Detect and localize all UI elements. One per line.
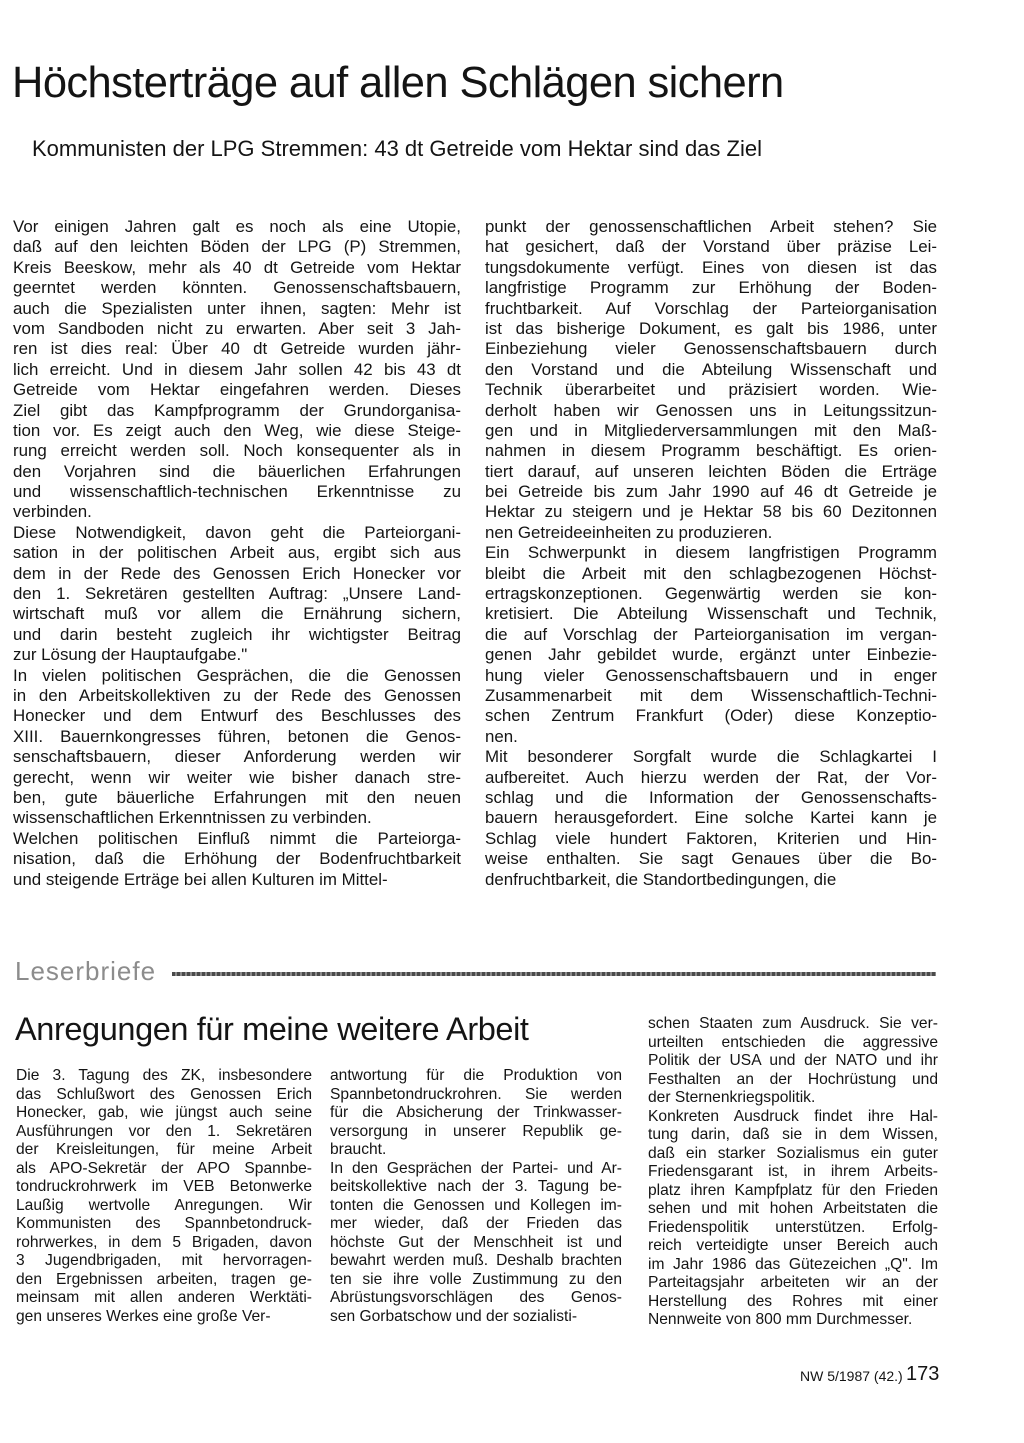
text-line: den Vorstand und die Abteilung Wissenschaft und xyxy=(485,359,937,379)
letter-column-1 xyxy=(16,1067,312,1326)
text-line: wirtschaft muß vor allem die Ernährung sichern, xyxy=(13,604,461,624)
text-line: punkt der genossenschaftlichen Arbeit stehen? Sie xyxy=(485,217,937,236)
text-line: ist das bisherige Dokument, es galt bis 1986, unter xyxy=(485,318,937,338)
text-line: tungsdokumente verfügt. Eines von diesen ist das xyxy=(485,257,937,277)
text-line: meinsam mit allen anderen Werktäti- xyxy=(16,1289,312,1306)
text-line: Kommunisten des Spannbetondruck- xyxy=(16,1215,312,1232)
text-line: den Ergebnissen arbeiten, tragen ge- xyxy=(16,1270,312,1288)
article-headline: Höchsterträge auf allen Schlägen sichern xyxy=(12,59,784,107)
text-line: zur Lösung der Hauptaufgabe." xyxy=(13,645,248,665)
text-line: den Vorjahren sind die bäuerlichen Erfahrungen xyxy=(13,461,461,481)
text-line: ben, gute bäuerliche Erfahrungen mit den neuen xyxy=(13,787,461,807)
text-line: Ziel gibt das Kampfprogramm der Grundorganisa- xyxy=(13,400,461,420)
letter-title: Anregungen für meine weitere Arbeit xyxy=(15,1011,529,1047)
article-column-1 xyxy=(13,217,461,890)
text-line: dem in der Rede des Genossen Erich Honecker vor xyxy=(13,563,461,583)
text-line: schlag und die Information der Genossenschafts- xyxy=(485,787,937,807)
text-line: Ein Schwerpunkt in diesem langfristigen Programm xyxy=(485,543,937,563)
text-line: der Kreisleitungen, für meine Arbeit xyxy=(16,1141,312,1158)
text-line: vom Sandboden nicht zu erwarten. Aber seit 3 Jah- xyxy=(13,318,461,338)
text-line: tion vor. Es zeigt auch den Weg, wie diese Steige- xyxy=(13,420,461,440)
text-line: auch die Spezialisten unter ihnen, sagten: Mehr ist xyxy=(13,298,461,318)
page-number: 173 xyxy=(906,1363,940,1385)
paragraph xyxy=(648,1015,938,1108)
text-line: Konkreten Ausdruck findet ihre Hal- xyxy=(648,1107,938,1125)
text-line: gerecht, wenn wir weiter wie bisher danach stre- xyxy=(13,767,461,787)
text-line: Schlag viele hundert Faktoren, Kriterien und Hin- xyxy=(485,828,937,848)
text-line: und darin besteht zugleich ihr wichtigster Beitrag xyxy=(13,624,461,644)
text-line: tiert darauf, auf unseren leichten Böden die Erträge xyxy=(485,461,937,481)
paragraph xyxy=(485,543,937,747)
text-line: rohrwerkes, in dem 5 Brigaden, davon xyxy=(16,1233,312,1251)
text-line: lich erreicht. Und in diesem Jahr sollen 42 bis 43 dt xyxy=(13,359,461,379)
text-line: hung vieler Genossenschaftsbauern und in enger xyxy=(485,665,937,685)
text-line: Politik der USA und der NATO und ihr xyxy=(648,1052,938,1069)
text-line: nen Getreideeinheiten zu produzieren. xyxy=(485,522,773,542)
text-line: Diese Notwendigkeit, davon geht die Parteiorgani- xyxy=(13,522,461,542)
text-line: Laußig wertvolle Anregungen. Wir xyxy=(16,1196,312,1214)
text-line: Mit besonderer Sorgfalt wurde die Schlagkartei I xyxy=(485,747,937,767)
text-line: tondruckrohrwerk im VEB Betonwerke xyxy=(16,1178,312,1195)
text-line: Festhalten an der Hochrüstung und xyxy=(648,1070,938,1088)
paragraph xyxy=(330,1160,622,1327)
text-line: antwortung für die Produktion von xyxy=(330,1067,622,1084)
text-line: sen Gorbatschow und der sozialisti- xyxy=(330,1307,578,1325)
text-line: wissenschaftlichen Erkenntnissen zu verbinden. xyxy=(13,808,372,828)
paragraph xyxy=(13,829,461,890)
text-line: nahmen in diesem Programm beschäftigt. Es orien- xyxy=(485,441,937,461)
text-line: in den Arbeitskollektiven zu der Rede des Genossen xyxy=(13,685,461,705)
text-line: mer wieder, daß der Frieden das xyxy=(330,1215,622,1232)
text-line: reich verteidigte unser Bereich auch xyxy=(648,1237,938,1254)
text-line: Einbeziehung vieler Genossenschaftsbauern durch xyxy=(485,339,937,359)
paragraph xyxy=(485,747,937,890)
paragraph xyxy=(13,666,461,829)
text-line: platz ihren Kampfplatz für den Frieden xyxy=(648,1181,938,1199)
text-line: braucht. xyxy=(330,1141,387,1158)
text-line: bei Getreide bis zum Jahr 1990 auf 46 dt Getreide je xyxy=(485,482,937,502)
text-line: und steigende Erträge bei allen Kulturen im Mittel- xyxy=(13,869,388,889)
text-line: für die Absicherung der Trinkwasser- xyxy=(330,1104,622,1121)
paragraph xyxy=(485,217,937,543)
text-line: Spannbetondruckrohren. Sie werden xyxy=(330,1085,622,1103)
text-line: Ausführungen vor den 1. Sekretären xyxy=(16,1122,312,1140)
text-line: tonten die Genossen und Kollegen im- xyxy=(330,1196,622,1214)
paragraph xyxy=(16,1067,312,1326)
text-line: bauern herausgefordert. Eine solche Kartei kann je xyxy=(485,808,937,828)
paragraph xyxy=(330,1067,622,1160)
text-line: rung erreicht werden soll. Noch konsequenter als in xyxy=(13,441,461,461)
letter-column-3 xyxy=(648,1015,938,1330)
text-line: ren ist dies real: Über 40 dt Getreide wurden jähr- xyxy=(13,339,461,359)
text-line: Welchen politischen Einfluß nimmt die Parteiorga- xyxy=(13,828,461,848)
text-line: Parteitagsjahr arbeiteten wir an der xyxy=(648,1274,938,1291)
text-line: sation in der politischen Arbeit aus, ergibt sich aus xyxy=(13,543,461,563)
text-line: Getreide vom Hektar eingefahren werden. Dieses xyxy=(13,380,461,400)
article-column-2 xyxy=(485,217,937,890)
text-line: Kreis Beeskow, mehr als 40 dt Getreide vom Hektar xyxy=(13,257,461,277)
text-line: langfristige Programm zur Erhöhung der Boden- xyxy=(485,278,937,298)
text-line: Technik überarbeitet und präzisiert worden. Wie- xyxy=(485,380,937,400)
text-line: Vor einigen Jahren galt es noch als eine Utopie, xyxy=(13,217,461,236)
text-line: Friedenspolitik unterstützen. Erfolg- xyxy=(648,1218,938,1236)
text-line: beitskollektive nach der 3. Tagung be- xyxy=(330,1178,622,1195)
text-line: urteilten entschieden die aggressive xyxy=(648,1033,938,1051)
text-line: nen. xyxy=(485,726,518,746)
text-line: Zusammenarbeit mit dem Wissenschaftlich-Techni- xyxy=(485,685,937,705)
text-line: fruchtbarkeit. Auf Vorschlag der Parteiorganisation xyxy=(485,298,937,318)
text-line: im Jahr 1986 das Gütezeichen „Q". Im xyxy=(648,1255,938,1273)
text-line: bleibt die Arbeit mit den schlagbezogenen Höchst- xyxy=(485,563,937,583)
text-line: bewahrt werden muß. Deshalb brachten xyxy=(330,1252,622,1269)
paragraph xyxy=(648,1108,938,1330)
text-line: kretisiert. Die Abteilung Wissenschaft und Technik, xyxy=(485,604,937,624)
text-line: und wissenschaftlich-technischen Erkenntnisse zu xyxy=(13,482,461,502)
issue-reference: NW 5/1987 (42.) xyxy=(800,1368,903,1384)
text-line: gen und in Mitgliederversammlungen mit den Maß- xyxy=(485,420,937,440)
text-line: derholt haben wir Genossen uns in Leitungssitzun- xyxy=(485,400,937,420)
text-line: ten sie ihre volle Zustimmung zu den xyxy=(330,1270,622,1288)
text-line: schen Zentrum Frankfurt (Oder) diese Konzeptio- xyxy=(485,706,937,726)
article-subheadline: Kommunisten der LPG Stremmen: 43 dt Getreide vom Hektar sind das Ziel xyxy=(32,136,762,161)
text-line: Honecker und dem Entwurf des Beschlusses des xyxy=(13,706,461,726)
paragraph xyxy=(13,217,461,523)
section-divider-rule xyxy=(172,972,936,976)
text-line: Hektar zu steigern und je Hektar 58 bis 60 Dezitonnen xyxy=(485,502,937,522)
text-line: In den Gesprächen der Partei- und Ar- xyxy=(330,1159,622,1177)
text-line: hat gesichert, daß der Vorstand über präzise Lei- xyxy=(485,237,937,257)
text-line: verbinden. xyxy=(13,502,92,522)
text-line: schen Staaten zum Ausdruck. Sie ver- xyxy=(648,1015,938,1032)
text-line: Abrüstungsvorschlägen des Genos- xyxy=(330,1289,622,1306)
text-line: daß auf den leichten Böden der LPG (P) Stremmen, xyxy=(13,237,461,257)
text-line: aufbereitet. Auch hierzu werden der Rat, der Vor- xyxy=(485,767,937,787)
text-line: Nennweite von 800 mm Durchmesser. xyxy=(648,1311,913,1328)
text-line: geerntet werden könnten. Genossenschaftsbauern, xyxy=(13,278,461,298)
text-line: ertragskonzeptionen. Gegenwärtig werden sie kon- xyxy=(485,584,937,604)
text-line: versorgung in unserer Republik ge- xyxy=(330,1122,622,1140)
text-line: daß ein starker Sozialismus ein guter xyxy=(648,1144,938,1162)
text-line: genen Jahr gebildet wurde, ergänzt unter Einbezie- xyxy=(485,645,937,665)
text-line: sehen und mit hohen Arbeitstaten die xyxy=(648,1200,938,1217)
letter-column-2 xyxy=(330,1067,622,1326)
text-line: senschaftsbauern, dieser Anforderung werden wir xyxy=(13,747,461,767)
text-line: weise enthalten. Sie sagt Genaues über die Bo- xyxy=(485,849,937,869)
text-line: der Sternenkriegspolitik. xyxy=(648,1089,816,1106)
text-line: höchste Gut der Menschheit ist und xyxy=(330,1233,622,1251)
paragraph xyxy=(13,523,461,666)
text-line: tung darin, daß sie in dem Wissen, xyxy=(648,1126,938,1143)
text-line: Friedensgarant ist, in ihrem Arbeits- xyxy=(648,1163,938,1180)
section-label-leserbriefe: Leserbriefe xyxy=(15,956,157,986)
text-line: XIII. Bauernkongresses führen, betonen die Genos- xyxy=(13,726,461,746)
text-line: als APO-Sekretär der APO Spannbe- xyxy=(16,1159,312,1177)
text-line: das Schlußwort des Genossen Erich xyxy=(16,1085,312,1103)
text-line: In vielen politischen Gesprächen, die die Genossen xyxy=(13,665,461,685)
text-line: gen unseres Werkes eine große Ver- xyxy=(16,1307,271,1325)
text-line: den 1. Sekretären gestellten Auftrag: „Unsere Land- xyxy=(13,584,461,604)
text-line: Herstellung des Rohres mit einer xyxy=(648,1292,938,1310)
text-line: Honecker, gab, wie jüngst auch seine xyxy=(16,1104,312,1121)
text-line: nisation, daß die Erhöhung der Bodenfruchtbarkeit xyxy=(13,849,461,869)
text-line: 3 Jugendbrigaden, mit hervorragen- xyxy=(16,1252,312,1269)
text-line: Die 3. Tagung des ZK, insbesondere xyxy=(16,1067,312,1084)
text-line: denfruchtbarkeit, die Standortbedingungen, die xyxy=(485,869,837,889)
text-line: die auf Vorschlag der Parteiorganisation im vergan- xyxy=(485,624,937,644)
